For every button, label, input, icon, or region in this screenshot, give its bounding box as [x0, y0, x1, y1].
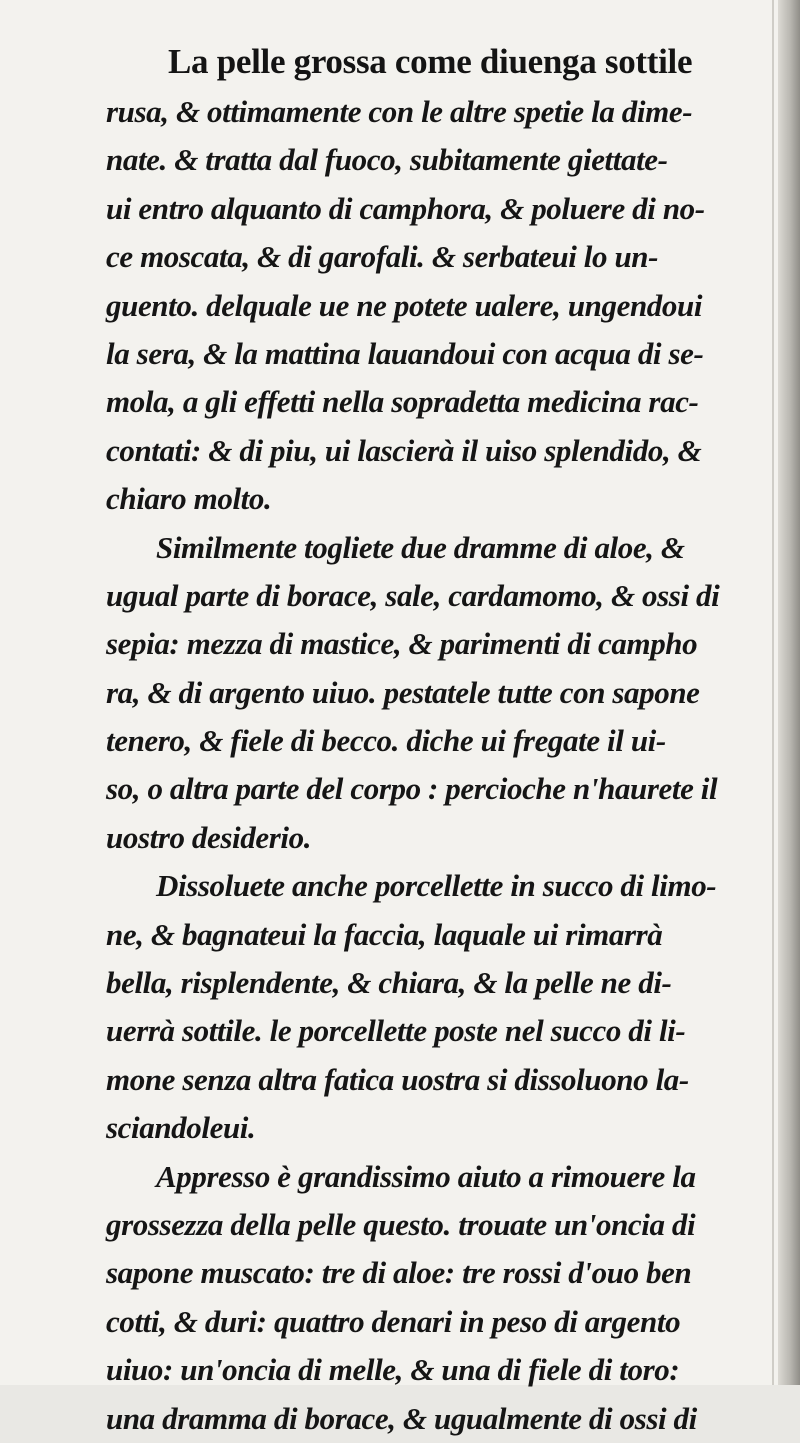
- text-line: ugual parte di borace, sale, cardamomo, & ossi di: [106, 577, 720, 613]
- page-edge: [778, 0, 800, 1385]
- paragraph-4: [106, 1153, 768, 1443]
- text-line: sapone muscato: tre di aloe: tre rossi d'ouo ben: [106, 1255, 692, 1291]
- text-line: rusa, & ottimamente con le altre spetie la dime-: [106, 94, 693, 129]
- text-line: ne, & bagnateui la faccia, laquale ui rimarrà: [106, 916, 663, 952]
- text-line: uerrà sottile. le porcellette poste nel succo di li-: [106, 1013, 686, 1049]
- text-line: ra, & di argento uiuo. pestatele tutte con sapone: [106, 674, 700, 710]
- paragraph-2: [106, 524, 768, 863]
- paragraph-1: [106, 88, 768, 524]
- text-line: mola, a gli effetti nella sopradetta medicina rac-: [106, 384, 699, 420]
- gutter-shadow: [772, 0, 774, 1385]
- text-line: cotti, & duri: quattro denari in peso di argento: [106, 1303, 681, 1339]
- text-line: guento. delquale ue ne potete ualere, ungendoui: [106, 287, 703, 323]
- text-line: una dramma di borace, & ugualmente di ossi di: [106, 1400, 697, 1436]
- text-line: uostro desiderio.: [106, 819, 312, 855]
- running-head: La pelle grossa come diuenga sottile: [168, 42, 693, 81]
- text-line: la sera, & la mattina lauandoui con acqua di se-: [106, 335, 704, 371]
- text-line: bella, risplendente, & chiara, & la pelle ne di-: [106, 965, 672, 1001]
- paragraph-3: [106, 862, 768, 1152]
- text-line: ui entro alquanto di camphora, & poluere di no-: [106, 190, 705, 226]
- text-line: grossezza della pelle questo. trouate un'oncia di: [106, 1206, 696, 1242]
- text-line: contati: & di piu, ui lascierà il uiso splendido, &: [106, 432, 702, 468]
- text-line: nate. & tratta dal fuoco, subitamente giettate-: [106, 142, 668, 178]
- text-line: sciandoleui.: [106, 1110, 256, 1146]
- text-line: Similmente togliete due dramme di aloe, &: [156, 529, 685, 565]
- text-line: Dissoluete anche porcellette in succo di limo-: [156, 868, 717, 904]
- text-line: sepia: mezza di mastice, & parimenti di campho: [106, 626, 698, 662]
- text-line: ce moscata, & di garofali. & serbateui lo un-: [106, 239, 659, 275]
- text-line: tenero, & fiele di becco. diche ui fregate il ui-: [106, 723, 666, 759]
- text-block: [106, 36, 768, 1443]
- text-line: so, o altra parte del corpo : percioche n'haurete il: [106, 771, 718, 807]
- text-line: mone senza altra fatica uostra si dissoluono la-: [106, 1061, 689, 1097]
- text-line: Appresso è grandissimo aiuto a rimouere la: [156, 1158, 696, 1194]
- text-line: uiuo: un'oncia di melle, & una di fiele di toro:: [106, 1352, 680, 1388]
- text-line: chiaro molto.: [106, 481, 272, 517]
